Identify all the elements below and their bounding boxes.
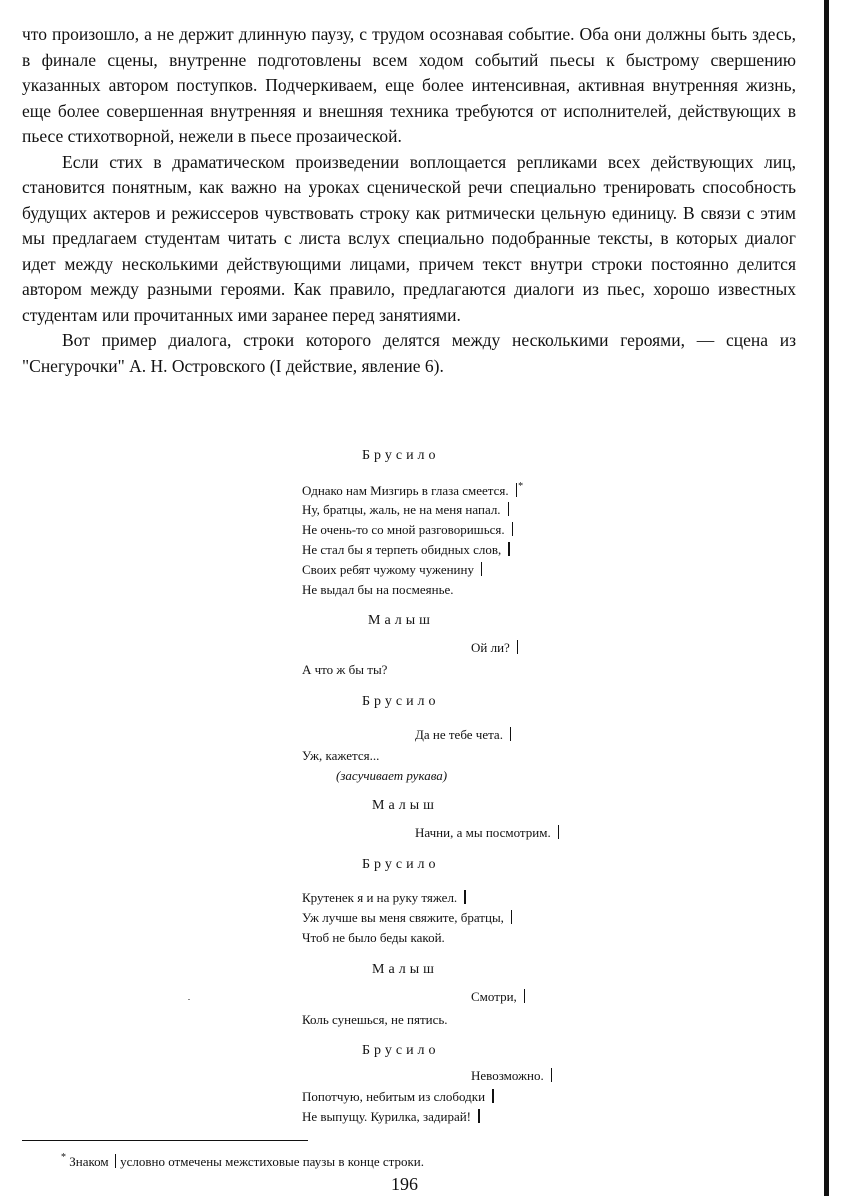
verse-line [302, 582, 454, 598]
verse-line [302, 748, 379, 764]
pause-mark-icon [508, 542, 510, 556]
pause-mark-icon [464, 890, 466, 904]
paragraph-2: Если стих в драматическом произведении воплощается репликами всех действующих лиц, становится понятным, как важно на уроках сценической речи специально тренировать способность будущих актеров и режиссеров чувствовать строку как ритмически цельную единицу. В связи с этим мы предлагаем студентам читать с листа вслух специально подобранные тексты, в которых диалог идет между несколькими действующими лицами, причем текст внутри строки постоянно делится автором между разными героями. Как правило, предлагаются диалоги из пьес, хорошо известных студентам или прочитанных ими заранее перед занятиями. [22, 151, 796, 325]
speaker-name: Брусило [362, 448, 440, 463]
footnote-rule [22, 1140, 308, 1141]
verse-line [302, 522, 513, 538]
verse-line [302, 1089, 494, 1105]
verse-line-text: Коль сунешься, не пятись. [302, 1012, 448, 1027]
verse-line [302, 481, 523, 499]
verse-line-text: Начни, а мы посмотрим. [415, 825, 551, 840]
pause-mark-icon [508, 502, 510, 516]
footnote-marker: * [61, 1152, 66, 1163]
speaker-name: Брусило [362, 694, 440, 709]
verse-line [415, 825, 559, 841]
verse-line-text: Не стал бы я терпеть обидных слов, [302, 542, 502, 557]
verse-line-text: Ну, братцы, жаль, не на меня напал. [302, 502, 501, 517]
pause-mark-icon [492, 1089, 494, 1103]
footnote-text-before: Знаком [69, 1154, 109, 1169]
verse-line [302, 502, 509, 518]
verse-line-text: Да не тебе чета. [415, 727, 503, 742]
page-number: 196 [391, 1174, 418, 1194]
verse-line [471, 1068, 552, 1084]
verse-line-text: Чтоб не было беды какой. [302, 930, 445, 945]
verse-line-text: Не очень-то со мной разговоришься. [302, 522, 505, 537]
verse-line [302, 1012, 448, 1028]
verse-line-text: Уж лучше вы меня свяжите, братцы, [302, 910, 504, 925]
pause-mark-icon [512, 522, 514, 536]
verse-line-text: Крутенек я и на руку тяжел. [302, 890, 458, 905]
verse-line-text: А что ж бы ты? [302, 662, 388, 677]
verse-line [302, 662, 387, 678]
pause-mark-icon [115, 1154, 117, 1168]
verse-line-text: Однако нам Мизгирь в глаза смеется. [302, 483, 509, 498]
verse-line-text: Не выпущу. Курилка, задирай! [302, 1109, 472, 1124]
scan-speck [188, 999, 190, 1000]
footnote-marker: * [518, 481, 524, 492]
verse-line-text: Ой ли? [471, 640, 510, 655]
verse-line [302, 1109, 480, 1125]
speaker-name: Брусило [362, 857, 440, 872]
speaker-name: Малыш [372, 798, 438, 813]
footnote-text-after: условно отмечены межстиховые паузы в конце строки. [120, 1154, 425, 1169]
verse-line-text: Не выдал бы на посмеянье. [302, 582, 454, 597]
speaker-name: Брусило [362, 1043, 440, 1058]
pause-mark-icon [516, 483, 518, 497]
verse-line [302, 542, 510, 558]
verse-line-text: Смотри, [471, 989, 517, 1004]
verse-line-text: Невозможно. [471, 1068, 544, 1083]
verse-line [471, 640, 518, 656]
verse-line-text: Уж, кажется... [302, 748, 380, 763]
speaker-name: Малыш [368, 613, 434, 628]
paragraph-1: что произошло, а не держит длинную паузу, с трудом осознавая событие. Оба они должны быть здесь, в финале сцены, внутренне подготовлены всем ходом событий пьесы к быстрому свершению указанных автором поступков. Подчеркиваем, еще более интенсивная, активная внутренняя жизнь, еще более совершенная внутренняя и внешняя техника требуются от исполнителей, действующих в пьесе стихотворной, нежели в пьесе прозаической. [22, 24, 796, 146]
verse-line-text: Попотчую, небитым из слободки [302, 1089, 486, 1104]
speaker-name: Малыш [372, 962, 438, 977]
pause-mark-icon [517, 640, 519, 654]
pause-mark-icon [481, 562, 483, 576]
verse-line [302, 930, 445, 946]
pause-mark-icon [478, 1109, 480, 1123]
verse-line [302, 562, 482, 578]
verse-line-text: Своих ребят чужому чуженину [302, 562, 474, 577]
verse-line [302, 890, 466, 906]
pause-mark-icon [524, 989, 526, 1003]
verse-line [471, 989, 525, 1005]
verse-line [415, 727, 511, 743]
pause-mark-icon [510, 727, 512, 741]
pause-mark-icon [551, 1068, 553, 1082]
pause-mark-icon [511, 910, 513, 924]
pause-mark-icon [558, 825, 560, 839]
stage-direction: (засучивает рукава) [336, 768, 448, 783]
footnote [60, 1152, 424, 1170]
paragraph-3: Вот пример диалога, строки которого делятся между несколькими героями, — сцена из "Снегурочки" А. Н. Островского (I действие, явление 6). [22, 330, 796, 376]
verse-line [302, 910, 512, 926]
